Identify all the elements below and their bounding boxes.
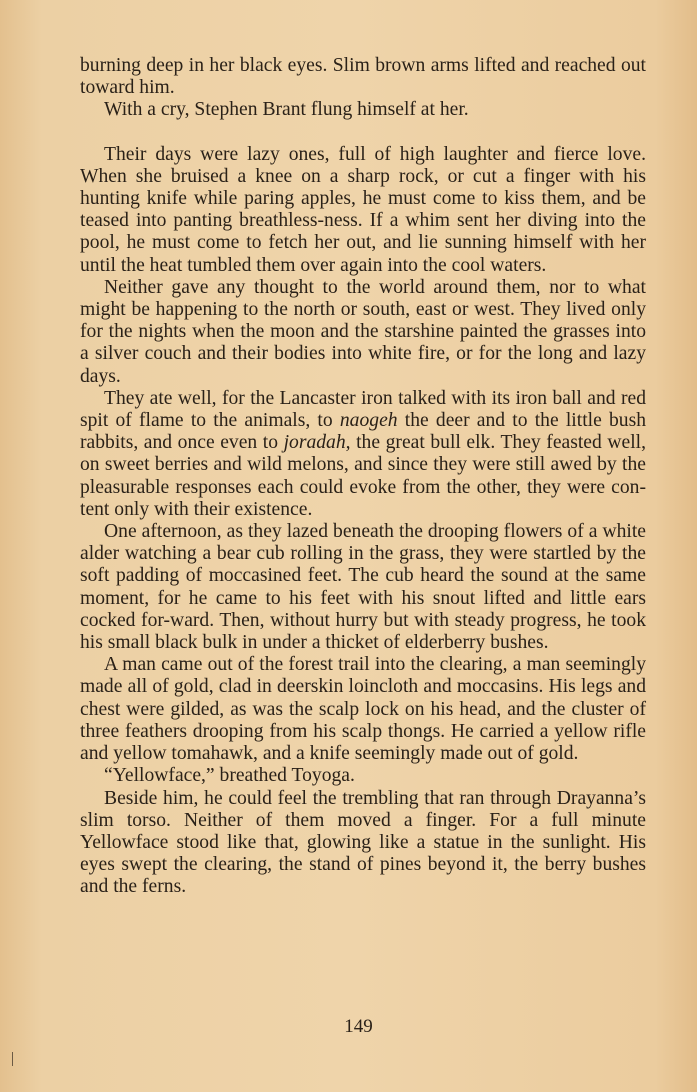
text-run: the deer and to the little bush rabbits, and once even to [80,410,646,454]
page-number: 149 [344,1016,373,1037]
paragraph: burning deep in her black eyes. Slim brown arms lifted and reached out toward him. [80,55,646,99]
paragraph [80,388,646,521]
paragraph: With a cry, Stephen Brant flung himself at her. [104,99,469,121]
italic-word: naogeh [339,410,398,432]
paragraph: Their days were lazy ones, full of high laughter and fierce love. When she bruised a knee on a sharp rock, or cut a finger with his hunting knife while paring apples, he must come to kiss them, and be teased into panting breathless-ness. If a whim sent her diving into the pool, he must come to fetch her out, and lie sunning himself with her until the heat tumbled them over again into the cool waters. [80,143,646,276]
paragraph: Neither gave any thought to the world around them, nor to what might be happening to the north or south, east or west. They lived only for the nights when the moon and the starshine painted the grasses into a silver couch and their bodies into white fire, or for the long and lazy days. [80,276,646,387]
text-run: the great bull elk. They feasted well, on sweet berries and wild melons, and since they were still awed by the pleasurable responses each could evoke from the other, they were con-tent only with their existence. [80,432,646,520]
edge-mark [12,1052,13,1066]
paragraph: Beside him, he could feel the trembling that ran through Drayanna’s slim torso. Neither of them moved a finger. For a full minute Yellowface stood like that, glowing like a statue in the sunlight. His eyes swept the clearing, the stand of pines beyond it, the berry bushes and the ferns. [80,787,646,898]
text-run: They ate well, for the Lancaster iron talked with its iron ball and red spit of flame to the animals, to [80,387,646,432]
italic-word: joradah, [283,432,351,454]
paragraph: One afternoon, as they lazed beneath the drooping flowers of a white alder watching a bear cub rolling in the grass, they were startled by the soft padding of moccasined feet. The cub heard the sound at the same moment, for he came to his feet with his snout lifted and little ears cocked for-ward. Then, without hurry but with steady progress, he took his small black bulk in under a thicket of elderberry bushes. [80,521,646,654]
paragraph: “Yellowface,” breathed Toyoga. [104,765,355,787]
paragraph: A man came out of the forest trail into the clearing, a man seemingly made all of gold, clad in deerskin loincloth and moccasins. His legs and chest were gilded, as was the scalp lock on his head, and the cluster of three feathers drooping from his scalp thongs. He carried a yellow rifle and yellow tomahawk, and a knife seemingly made out of gold. [80,654,646,765]
body-text [80,55,646,899]
